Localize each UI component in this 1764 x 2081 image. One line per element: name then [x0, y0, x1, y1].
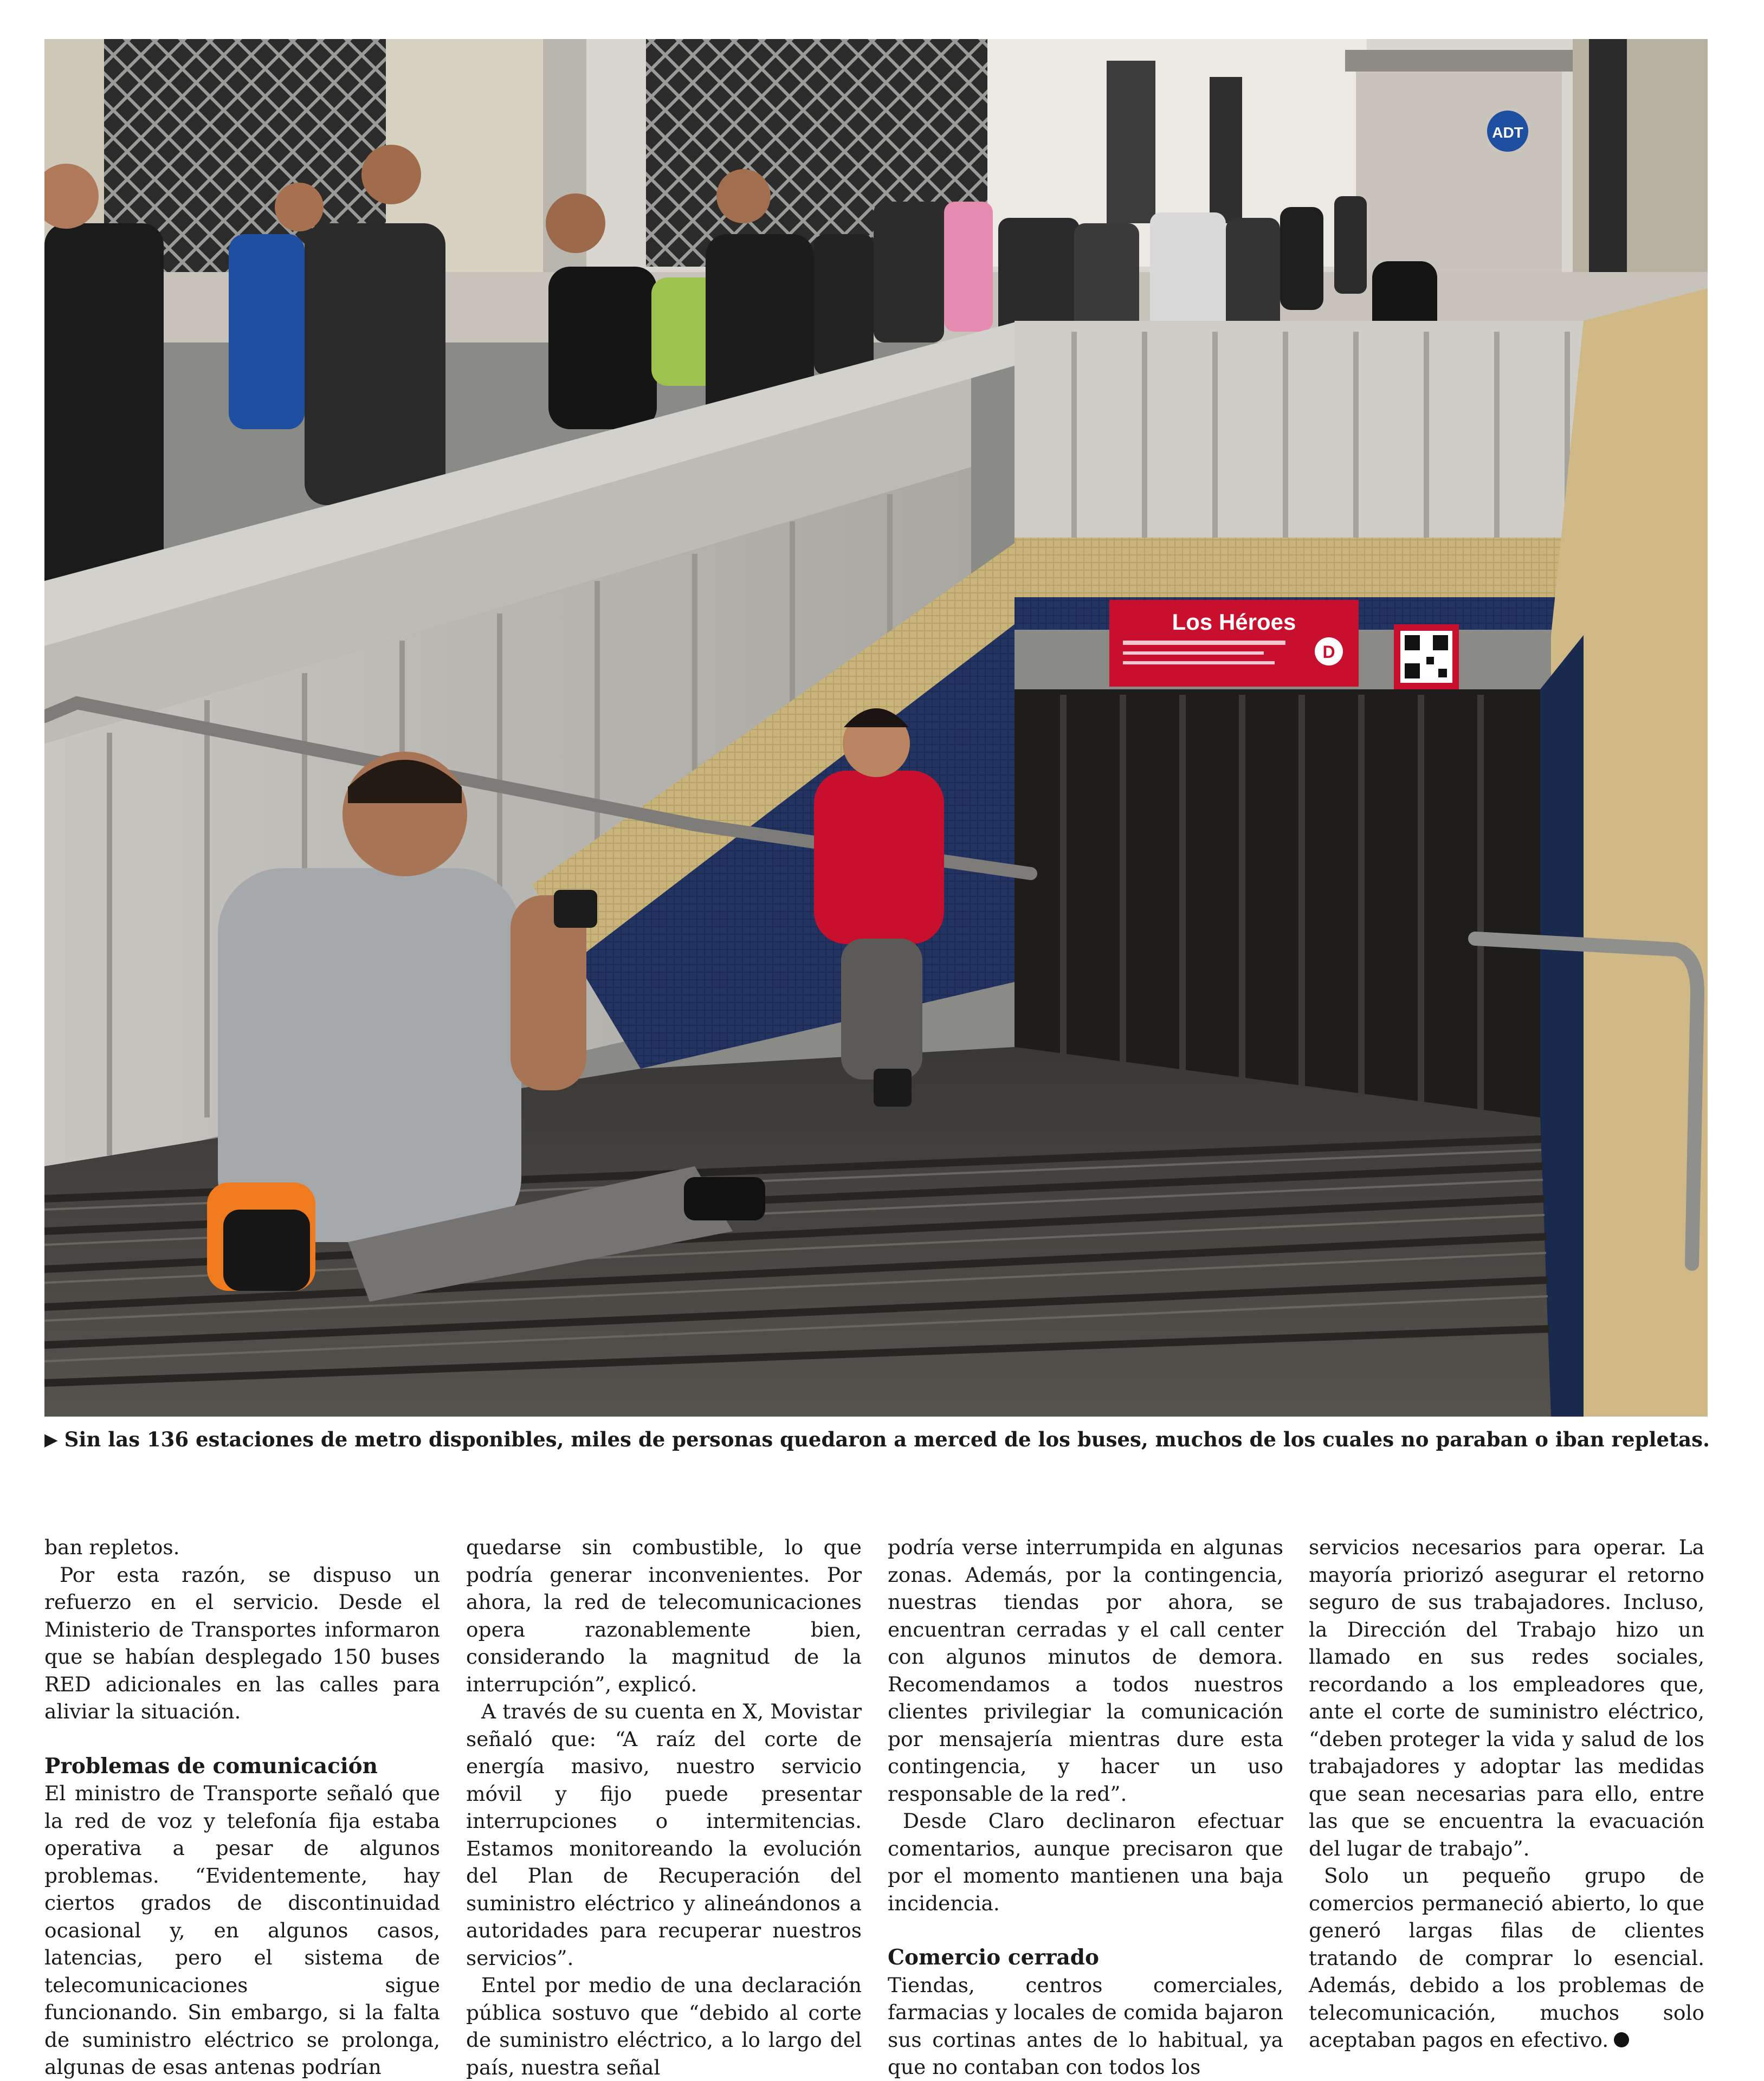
paragraph: Tiendas, centros comerciales, farmacias y locales de comida bajaron sus cortinas antes de lo habitual, ya que no contaban con todos los [888, 1973, 1283, 2079]
photo-caption [44, 1424, 1708, 1456]
article-column-2 [466, 1534, 862, 2081]
caption-arrow-icon: ▶ [44, 1429, 58, 1450]
paragraph: El ministro de Transporte señaló que la red de voz y telefonía fija estaba operativa a pesar de algunos problemas. “Evidentemente, hay ciertos grados de discontinuidad ocasional y, en algunos casos, latencias, pero el sistema de telecomunicaciones sigue funcionando. Sin embargo, si la falta de suministro eléctrico se prolonga, algunas de esas antenas podrían [44, 1781, 440, 2079]
paragraph-final [1309, 1862, 1704, 2054]
paragraph: Entel por medio de una declaración pública sostuvo que “debido al corte de suministro eléctrico, a lo largo del país, nuestra señal [466, 1973, 862, 2079]
paragraph: servicios necesarios para operar. La mayoría priorizó asegurar el retorno seguro de sus trabajadores. Incluso, la Dirección del Trabajo hizo un llamado en sus redes sociales, recordando a los empleadores que, ante el corte de suministro eléctrico, “deben proteger la vida y salud de los trabajadores y adoptar las medidas que sean necesarias para ello, entre las que se encuentra la evacuación del lugar de trabajo”. [1309, 1535, 1704, 1860]
paragraph: podría verse interrumpida en algunas zonas. Además, por la contingencia, nuestras tiendas por ahora, se encuentran cerradas y el call center con algunos minutos de demora. Recomendamos a todos nuestros clientes privilegiar la comunicación por mensajería mientras dure esta contingencia, y hacer un uso responsable de la red”. [888, 1535, 1283, 1806]
news-photo [44, 39, 1708, 1417]
paragraph-final-text: Solo un pequeño grupo de comercios permaneció abierto, lo que generó largas filas de clientes tratando de comprar lo esencial. Además, debido a los problemas de telecomunicación, muchos solo aceptaban pagos en efectivo. [1309, 1864, 1704, 2052]
paragraph: ban repletos. [44, 1535, 180, 1559]
end-of-article-icon [1614, 2032, 1629, 2047]
metro-entrance-illustration [44, 39, 1708, 1417]
paragraph: Desde Claro declinaron efectuar comentarios, aunque precisaron que por el momento mantienen una baja incidencia. [888, 1809, 1283, 1915]
article-column-4 [1309, 1534, 1704, 2054]
subheading-comunicacion: Problemas de comunicación [44, 1753, 378, 1779]
station-sign-name: Los Héroes [1172, 609, 1296, 635]
article-column-3 [888, 1534, 1283, 2081]
paragraph: Por esta razón, se dispuso un refuerzo en el servicio. Desde el Ministerio de Transportes informaron que se habían desplegado 150 buses RED adicionales en las calles para aliviar la situación. [44, 1562, 440, 1723]
line-badge: D [1322, 642, 1335, 662]
paragraph: A través de su cuenta en X, Movistar señaló que: “A raíz del corte de energía masivo, nuestro servicio móvil y fijo puede presentar interrupciones o intermitencias. Estamos monitoreando la evolución del Plan de Recuperación del suministro eléctrico y alineándonos a autoridades para recuperar nuestros servicios”. [466, 1699, 862, 1970]
adt-badge-text: ADT [1492, 124, 1523, 141]
caption-text: Sin las 136 estaciones de metro disponibles, miles de personas quedaron a merced de los buses, muchos de los cuales no paraban o iban repletas. [64, 1427, 1710, 1451]
article-column-1 [44, 1534, 440, 2081]
subheading-comercio: Comercio cerrado [888, 1945, 1100, 1970]
paragraph: quedarse sin combustible, lo que podría generar inconvenientes. Por ahora, la red de telecomunicaciones opera razonablemente bien, considerando la magnitud de la interrupción”, explicó. [466, 1535, 862, 1696]
